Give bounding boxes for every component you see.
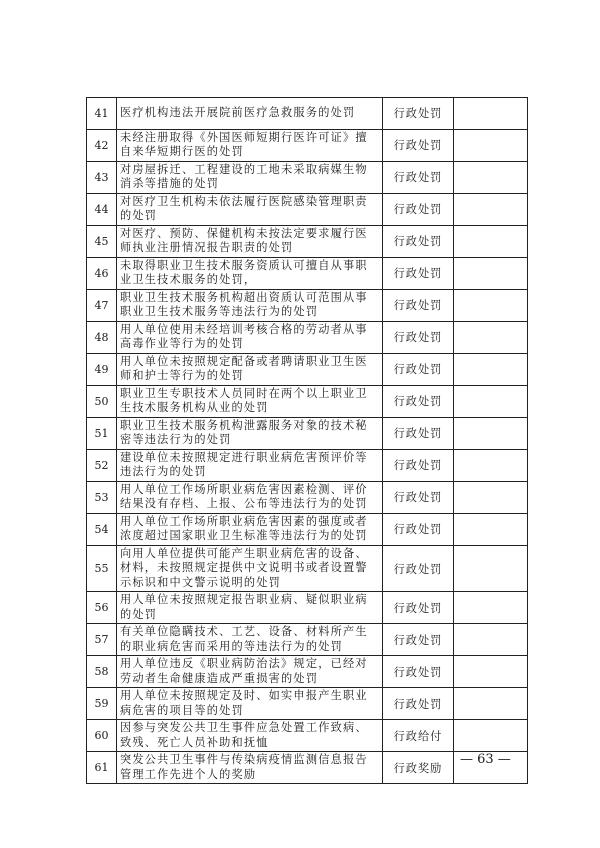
- table-row: [87, 656, 528, 688]
- table-row: [87, 129, 528, 161]
- remarks-cell: [454, 225, 528, 257]
- table-row: [87, 321, 528, 353]
- table-row: [87, 720, 528, 752]
- power-type: 行政处罚: [383, 161, 454, 193]
- power-type: 行政处罚: [383, 353, 454, 385]
- table-row: [87, 385, 528, 417]
- remarks-cell: [454, 656, 528, 688]
- row-number: 47: [87, 289, 117, 321]
- table-body: [87, 98, 528, 784]
- remarks-cell: [454, 592, 528, 624]
- power-type: 行政给付: [383, 720, 454, 752]
- row-number: 50: [87, 385, 117, 417]
- item-name: 未取得职业卫生技术服务资质认可擅自从事职业卫生技术服务的处罚，: [117, 257, 383, 289]
- item-name: 用人单位未按照规定报告职业病、疑似职业病的处罚: [117, 592, 383, 624]
- item-name: 用人单位工作场所职业病危害因素检测、评价结果没有存档、上报、公布等违法行为的处罚: [117, 481, 383, 513]
- power-type: 行政处罚: [383, 481, 454, 513]
- table-row: [87, 225, 528, 257]
- row-number: 48: [87, 321, 117, 353]
- remarks-cell: [454, 257, 528, 289]
- table-row: [87, 98, 528, 130]
- power-type: 行政处罚: [383, 417, 454, 449]
- item-name: 职业卫生技术服务机构超出资质认可范围从事职业卫生技术服务等违法行为的处罚: [117, 289, 383, 321]
- row-number: 42: [87, 129, 117, 161]
- remarks-cell: [454, 417, 528, 449]
- item-name: 医疗机构违法开展院前医疗急救服务的处罚: [117, 98, 383, 130]
- power-type: 行政处罚: [383, 624, 454, 656]
- remarks-cell: [454, 688, 528, 720]
- table-row: [87, 688, 528, 720]
- power-type: 行政处罚: [383, 513, 454, 545]
- table-row: [87, 481, 528, 513]
- row-number: 41: [87, 98, 117, 130]
- item-name: 未经注册取得《外国医师短期行医许可证》擅自来华短期行医的处罚: [117, 129, 383, 161]
- table-row: [87, 161, 528, 193]
- power-type: 行政处罚: [383, 98, 454, 130]
- row-number: 57: [87, 624, 117, 656]
- power-type: 行政处罚: [383, 688, 454, 720]
- table-row: [87, 193, 528, 225]
- item-name: 职业卫生专职技术人员同时在两个以上职业卫生技术服务机构从业的处罚: [117, 385, 383, 417]
- row-number: 58: [87, 656, 117, 688]
- remarks-cell: [454, 289, 528, 321]
- remarks-cell: [454, 193, 528, 225]
- item-name: 对医疗、预防、保健机构未按法定要求履行医师执业注册情况报告职责的处罚: [117, 225, 383, 257]
- row-number: 46: [87, 257, 117, 289]
- item-name: 用人单位违反《职业病防治法》规定，已经对劳动者生命健康造成严重损害的处罚: [117, 656, 383, 688]
- item-name: 用人单位未按照规定及时、如实申报产生职业病危害的项目等的处罚: [117, 688, 383, 720]
- row-number: 49: [87, 353, 117, 385]
- row-number: 55: [87, 545, 117, 592]
- table-row: [87, 624, 528, 656]
- remarks-cell: [454, 98, 528, 130]
- item-name: 职业卫生技术服务机构泄露服务对象的技术秘密等违法行为的处罚: [117, 417, 383, 449]
- remarks-cell: [454, 385, 528, 417]
- remarks-cell: [454, 353, 528, 385]
- item-name: 突发公共卫生事件与传染病疫情监测信息报告管理工作先进个人的奖励: [117, 752, 383, 784]
- row-number: 43: [87, 161, 117, 193]
- item-name: 因参与突发公共卫生事件应急处置工作致病、致残、死亡人员补助和抚恤: [117, 720, 383, 752]
- remarks-cell: [454, 449, 528, 481]
- row-number: 51: [87, 417, 117, 449]
- power-type: 行政处罚: [383, 449, 454, 481]
- remarks-cell: [454, 481, 528, 513]
- table-row: [87, 417, 528, 449]
- power-type: 行政处罚: [383, 592, 454, 624]
- power-type: 行政处罚: [383, 545, 454, 592]
- power-type: 行政处罚: [383, 257, 454, 289]
- item-name: 对医疗卫生机构未依法履行医院感染管理职责的处罚: [117, 193, 383, 225]
- remarks-cell: [454, 545, 528, 592]
- row-number: 44: [87, 193, 117, 225]
- power-list-table: [86, 97, 528, 784]
- remarks-cell: [454, 129, 528, 161]
- remarks-cell: [454, 321, 528, 353]
- item-name: 用人单位未按照规定配备或者聘请职业卫生医师和护士等行为的处罚: [117, 353, 383, 385]
- remarks-cell: [454, 624, 528, 656]
- row-number: 59: [87, 688, 117, 720]
- power-type: 行政处罚: [383, 193, 454, 225]
- table-row: [87, 289, 528, 321]
- row-number: 61: [87, 752, 117, 784]
- item-name: 用人单位工作场所职业病危害因素的强度或者浓度超过国家职业卫生标准等违法行为的处罚: [117, 513, 383, 545]
- remarks-cell: [454, 161, 528, 193]
- row-number: 56: [87, 592, 117, 624]
- table-row: [87, 449, 528, 481]
- power-type: 行政处罚: [383, 289, 454, 321]
- table-row: [87, 545, 528, 592]
- item-name: 向用人单位提供可能产生职业病危害的设备、材料，未按照规定提供中文说明书或者设置警示标识和中文警示说明的处罚: [117, 545, 383, 592]
- power-type: 行政处罚: [383, 321, 454, 353]
- remarks-cell: [454, 720, 528, 752]
- page-number: — 63 —: [460, 752, 511, 767]
- item-name: 有关单位隐瞒技术、工艺、设备、材料所产生的职业病危害而采用的等违法行为的处罚: [117, 624, 383, 656]
- row-number: 54: [87, 513, 117, 545]
- power-type: 行政处罚: [383, 225, 454, 257]
- power-type: 行政处罚: [383, 129, 454, 161]
- remarks-cell: [454, 513, 528, 545]
- table-row: [87, 513, 528, 545]
- row-number: 45: [87, 225, 117, 257]
- table-row: [87, 353, 528, 385]
- row-number: 60: [87, 720, 117, 752]
- row-number: 52: [87, 449, 117, 481]
- table-row: [87, 592, 528, 624]
- power-type: 行政处罚: [383, 656, 454, 688]
- table-row: [87, 257, 528, 289]
- item-name: 对房屋拆迁、工程建设的工地未采取病媒生物消杀等措施的处罚: [117, 161, 383, 193]
- power-type: 行政奖励: [383, 752, 454, 784]
- item-name: 用人单位使用未经培训考核合格的劳动者从事高毒作业等行为的处罚: [117, 321, 383, 353]
- item-name: 建设单位未按照规定进行职业病危害预评价等违法行为的处罚: [117, 449, 383, 481]
- row-number: 53: [87, 481, 117, 513]
- power-type: 行政处罚: [383, 385, 454, 417]
